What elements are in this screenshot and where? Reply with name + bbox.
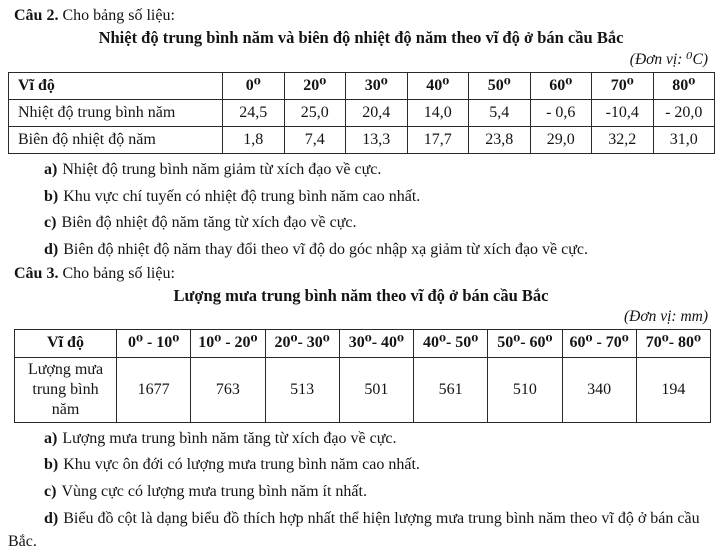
option-d-label: d) (44, 241, 59, 259)
value-cell: 31,0 (653, 127, 715, 154)
value-cell: 340 (562, 357, 636, 422)
option-a (8, 427, 714, 450)
value-cell: 763 (191, 357, 265, 422)
option-b (8, 185, 714, 208)
option-d-label: d) (44, 509, 59, 527)
header-cell: 20⁰- 30⁰ (265, 329, 339, 357)
option-b-label: b) (44, 456, 59, 474)
question-2-options (8, 158, 714, 261)
value-cell: 510 (488, 357, 562, 422)
question-3-heading (14, 265, 714, 283)
question-2-label: Câu 2. (14, 7, 59, 24)
question-3-intro: Cho bảng số liệu: (62, 264, 175, 282)
value-cell: 1677 (117, 357, 191, 422)
header-cell: 0⁰ (223, 73, 285, 100)
header-cell: 70⁰ (592, 73, 654, 100)
rainfall-table (14, 329, 711, 423)
value-cell: 20,4 (346, 100, 408, 127)
option-c (8, 211, 714, 234)
value-cell: 24,5 (223, 100, 285, 127)
temperature-table-title: Nhiệt độ trung bình năm và biên độ nhiệt độ năm theo vĩ độ ở bán cầu Bắc (98, 28, 624, 47)
option-d (8, 507, 714, 553)
value-cell: 501 (339, 357, 413, 422)
header-cell: 10⁰ - 20⁰ (191, 329, 265, 357)
option-d-text: Biên độ nhiệt độ năm thay đổi theo vĩ độ do góc nhập xạ giảm từ xích đạo về cực. (63, 241, 589, 259)
option-c (8, 480, 714, 503)
rainfall-table-unit: (Đơn vị: mm) (623, 307, 708, 325)
value-cell: 25,0 (284, 100, 346, 127)
option-c-text: Biên độ nhiệt độ năm tăng từ xích đạo về cực. (61, 214, 357, 232)
option-b-label: b) (44, 187, 59, 205)
header-cell-vido: Vĩ độ (15, 329, 117, 357)
option-d (8, 238, 714, 261)
header-cell-vido: Vĩ độ (9, 73, 223, 100)
question-2-section (8, 7, 714, 261)
value-cell: - 0,6 (530, 100, 592, 127)
table-header-row (15, 329, 711, 357)
header-cell: 70⁰- 80⁰ (636, 329, 710, 357)
option-c-label: c) (44, 483, 57, 501)
table-row (15, 357, 711, 422)
option-a-label: a) (44, 429, 58, 447)
value-cell: - 20,0 (653, 100, 715, 127)
temperature-table-unit: (Đơn vị: ⁰C) (629, 51, 708, 68)
option-a (8, 158, 714, 181)
value-cell: 29,0 (530, 127, 592, 154)
value-cell: 561 (414, 357, 488, 422)
header-cell: 40⁰- 50⁰ (414, 329, 488, 357)
option-b-text: Khu vực chí tuyến có nhiệt độ trung bình năm cao nhất. (63, 187, 421, 205)
header-cell: 60⁰ - 70⁰ (562, 329, 636, 357)
value-cell: 513 (265, 357, 339, 422)
value-cell: 32,2 (592, 127, 654, 154)
option-b (8, 453, 714, 476)
header-cell: 30⁰ (346, 73, 408, 100)
option-c-label: c) (44, 214, 57, 232)
option-c-text: Vùng cực có lượng mưa trung bình năm ít nhất. (61, 483, 367, 501)
value-cell: 13,3 (346, 127, 408, 154)
temperature-table (8, 72, 715, 154)
value-cell: 23,8 (469, 127, 531, 154)
header-cell: 40⁰ (407, 73, 469, 100)
row-label-cell: Biên độ nhiệt độ năm (9, 127, 223, 154)
option-a-text: Lượng mưa trung bình năm tăng từ xích đạo về cực. (62, 429, 397, 447)
value-cell: 194 (636, 357, 710, 422)
value-cell: -10,4 (592, 100, 654, 127)
header-cell: 50⁰ (469, 73, 531, 100)
header-cell: 20⁰ (284, 73, 346, 100)
question-3-section (8, 265, 714, 553)
option-a-label: a) (44, 161, 58, 178)
header-cell: 80⁰ (653, 73, 715, 100)
value-cell: 17,7 (407, 127, 469, 154)
value-cell: 1,8 (223, 127, 285, 154)
value-cell: 5,4 (469, 100, 531, 127)
option-d-text: Biểu đồ cột là dạng biểu đồ thích hợp nhất thể hiện lượng mưa trung bình năm theo vĩ độ ở bán cầu Bắc. (8, 509, 700, 550)
option-b-text: Khu vực ôn đới có lượng mưa trung bình năm cao nhất. (63, 456, 420, 474)
value-cell: 7,4 (284, 127, 346, 154)
table-row (9, 127, 715, 154)
header-cell: 30⁰- 40⁰ (339, 329, 413, 357)
row-label-cell: Nhiệt độ trung bình năm (9, 100, 223, 127)
table-header-row (9, 73, 715, 100)
question-3-options (8, 427, 714, 553)
row-label-cell: Lượng mưa trung bình năm (15, 357, 117, 422)
rainfall-table-title: Lượng mưa trung bình năm theo vĩ độ ở bán cầu Bắc (173, 285, 549, 305)
option-a-text: Nhiệt độ trung bình năm giảm từ xích đạo về cực. (62, 161, 382, 178)
question-2-heading (14, 7, 714, 25)
table-row (9, 100, 715, 127)
header-cell: 50⁰- 60⁰ (488, 329, 562, 357)
header-cell: 60⁰ (530, 73, 592, 100)
value-cell: 14,0 (407, 100, 469, 127)
question-3-label: Câu 3. (14, 264, 59, 282)
question-2-intro: Cho bảng số liệu: (62, 7, 175, 24)
header-cell: 0⁰ - 10⁰ (117, 329, 191, 357)
